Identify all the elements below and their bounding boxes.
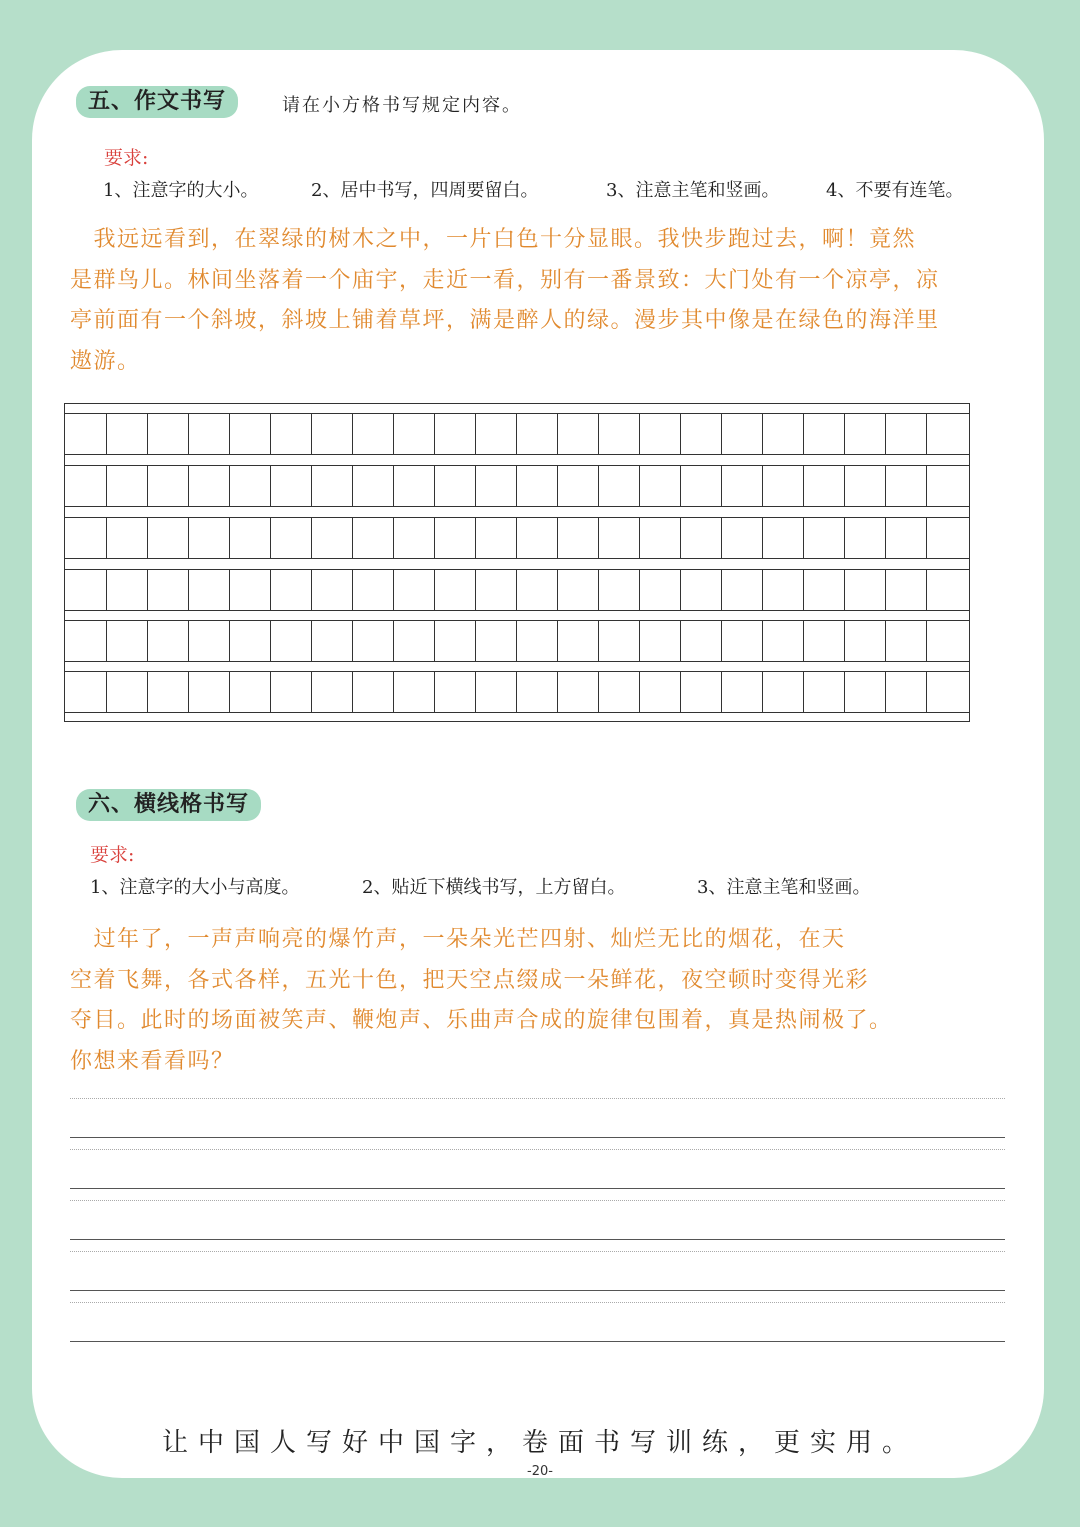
grid-cell xyxy=(229,414,270,454)
grid-cell xyxy=(762,672,803,712)
grid-cell xyxy=(557,621,598,661)
passage-line: 我远远看到，在翠绿的树木之中，一片白色十分显眼。我快步跑过去，啊！竟然 xyxy=(70,227,917,252)
grid-cell xyxy=(434,518,475,558)
grid-cell xyxy=(188,621,229,661)
grid-cell xyxy=(721,621,762,661)
grid-cell xyxy=(65,466,106,506)
grid-cell xyxy=(885,672,926,712)
grid-cell xyxy=(229,518,270,558)
grid-cell xyxy=(803,466,844,506)
ruled-line-guide xyxy=(70,1251,1005,1252)
grid-cell xyxy=(393,672,434,712)
requirement-item: 1、注意字的大小与高度。 xyxy=(90,877,300,898)
grid-cell xyxy=(885,570,926,610)
grid-cell xyxy=(229,621,270,661)
section5-requirements xyxy=(103,176,963,202)
grid-cell xyxy=(106,466,147,506)
footer-slogan: 让中国人写好中国字，卷面书写训练，更实用。 xyxy=(161,1428,918,1458)
grid-cell xyxy=(598,414,639,454)
grid-cell xyxy=(680,414,721,454)
ruled-line xyxy=(70,1137,1005,1138)
grid-cell xyxy=(434,414,475,454)
grid-cell xyxy=(598,570,639,610)
grid-cell xyxy=(106,570,147,610)
grid-cell xyxy=(721,672,762,712)
grid-cell xyxy=(147,414,188,454)
grid-cell xyxy=(434,672,475,712)
passage-line: 是群鸟儿。林间坐落着一个庙宇，走近一看，别有一番景致：大门处有一个凉亭，凉 xyxy=(70,267,940,293)
grid-cell xyxy=(475,414,516,454)
grid-cell xyxy=(188,414,229,454)
grid-cell xyxy=(270,621,311,661)
grid-cell xyxy=(557,466,598,506)
grid-cell xyxy=(557,672,598,712)
grid-cell xyxy=(598,518,639,558)
requirement-item: 1、注意字的大小。 xyxy=(103,180,259,201)
grid-row xyxy=(65,465,969,507)
grid-cell xyxy=(598,672,639,712)
grid-cell xyxy=(311,672,352,712)
ruled-line xyxy=(70,1341,1005,1342)
requirement-item: 2、居中书写，四周要留白。 xyxy=(311,180,539,201)
grid-cell xyxy=(475,672,516,712)
grid-cell xyxy=(680,466,721,506)
grid-cell xyxy=(680,672,721,712)
grid-cell xyxy=(147,466,188,506)
grid-cell xyxy=(147,518,188,558)
grid-cell xyxy=(188,570,229,610)
grid-cell xyxy=(65,672,106,712)
grid-cell xyxy=(885,621,926,661)
grid-cell xyxy=(475,621,516,661)
grid-cell xyxy=(680,518,721,558)
ruled-line-guide xyxy=(70,1302,1005,1303)
passage-line: 空着飞舞，各式各样，五光十色，把天空点缀成一朵鲜花，夜空顿时变得光彩 xyxy=(70,967,870,993)
section6-title: 六、横线格书写 xyxy=(76,789,261,821)
grid-row xyxy=(65,517,969,559)
grid-cell xyxy=(311,621,352,661)
grid-cell xyxy=(926,621,967,661)
grid-cell xyxy=(721,518,762,558)
grid-cell xyxy=(434,570,475,610)
square-writing-grid xyxy=(64,403,970,722)
section5-passage xyxy=(70,220,1015,382)
grid-cell xyxy=(680,621,721,661)
grid-cell xyxy=(926,414,967,454)
grid-cell xyxy=(598,621,639,661)
grid-cell xyxy=(147,672,188,712)
passage-line: 过年了，一声声响亮的爆竹声，一朵朵光芒四射、灿烂无比的烟花，在天 xyxy=(70,927,846,952)
grid-cell xyxy=(762,518,803,558)
grid-cell xyxy=(311,518,352,558)
grid-cell xyxy=(598,466,639,506)
grid-cell xyxy=(352,518,393,558)
grid-cell xyxy=(475,518,516,558)
requirement-item: 2、贴近下横线书写，上方留白。 xyxy=(362,877,626,898)
grid-cell xyxy=(803,518,844,558)
grid-cell xyxy=(229,466,270,506)
section5-instruction: 请在小方格书写规定内容。 xyxy=(282,95,522,116)
grid-cell xyxy=(803,570,844,610)
grid-cell xyxy=(844,621,885,661)
passage-line: 遨游。 xyxy=(70,348,141,374)
passage-line: 你想来看看吗？ xyxy=(70,1048,235,1074)
grid-cell xyxy=(352,466,393,506)
grid-row xyxy=(65,671,969,713)
ruled-line-guide xyxy=(70,1149,1005,1150)
section5-req-label: 要求: xyxy=(104,147,149,169)
grid-cell xyxy=(885,518,926,558)
grid-cell xyxy=(65,621,106,661)
grid-cell xyxy=(721,466,762,506)
grid-cell xyxy=(393,414,434,454)
page-number: -20- xyxy=(527,1464,553,1479)
grid-cell xyxy=(885,414,926,454)
grid-cell xyxy=(393,518,434,558)
grid-cell xyxy=(762,414,803,454)
grid-row xyxy=(65,620,969,662)
section6-req-label: 要求: xyxy=(90,844,135,866)
grid-cell xyxy=(352,672,393,712)
grid-cell xyxy=(106,672,147,712)
grid-cell xyxy=(762,570,803,610)
grid-cell xyxy=(311,414,352,454)
grid-cell xyxy=(311,466,352,506)
grid-cell xyxy=(762,466,803,506)
grid-cell xyxy=(434,621,475,661)
grid-cell xyxy=(106,518,147,558)
grid-cell xyxy=(147,621,188,661)
grid-cell xyxy=(557,518,598,558)
grid-cell xyxy=(229,570,270,610)
grid-cell xyxy=(639,518,680,558)
grid-cell xyxy=(516,621,557,661)
grid-cell xyxy=(475,466,516,506)
grid-cell xyxy=(106,414,147,454)
grid-cell xyxy=(393,570,434,610)
grid-cell xyxy=(188,672,229,712)
grid-cell xyxy=(65,414,106,454)
grid-cell xyxy=(188,518,229,558)
grid-cell xyxy=(352,414,393,454)
grid-cell xyxy=(639,414,680,454)
grid-cell xyxy=(311,570,352,610)
grid-row xyxy=(65,569,969,611)
grid-cell xyxy=(65,570,106,610)
section6-requirements xyxy=(90,873,870,899)
grid-cell xyxy=(844,570,885,610)
grid-cell xyxy=(65,518,106,558)
grid-cell xyxy=(434,466,475,506)
grid-cell xyxy=(721,570,762,610)
grid-cell xyxy=(721,414,762,454)
grid-cell xyxy=(803,672,844,712)
grid-cell xyxy=(844,672,885,712)
requirement-item: 3、注意主笔和竖画。 xyxy=(606,180,780,201)
grid-cell xyxy=(803,414,844,454)
grid-cell xyxy=(762,621,803,661)
grid-cell xyxy=(639,621,680,661)
ruled-line-guide xyxy=(70,1200,1005,1201)
grid-cell xyxy=(844,518,885,558)
grid-cell xyxy=(516,672,557,712)
passage-line: 夺目。此时的场面被笑声、鞭炮声、乐曲声合成的旋律包围着，真是热闹极了。 xyxy=(70,1008,893,1033)
grid-cell xyxy=(885,466,926,506)
grid-cell xyxy=(639,466,680,506)
grid-cell xyxy=(516,466,557,506)
grid-cell xyxy=(352,621,393,661)
ruled-line xyxy=(70,1239,1005,1240)
grid-cell xyxy=(926,518,967,558)
grid-cell xyxy=(803,621,844,661)
ruled-line xyxy=(70,1188,1005,1189)
grid-cell xyxy=(229,672,270,712)
section6-passage xyxy=(70,920,1015,1082)
grid-cell xyxy=(270,414,311,454)
grid-cell xyxy=(639,570,680,610)
grid-cell xyxy=(844,414,885,454)
grid-row xyxy=(65,413,969,455)
grid-cell xyxy=(680,570,721,610)
grid-cell xyxy=(106,621,147,661)
grid-cell xyxy=(557,570,598,610)
grid-cell xyxy=(844,466,885,506)
grid-cell xyxy=(557,414,598,454)
grid-cell xyxy=(270,518,311,558)
grid-cell xyxy=(516,570,557,610)
grid-cell xyxy=(270,570,311,610)
ruled-line-guide xyxy=(70,1098,1005,1099)
grid-cell xyxy=(475,570,516,610)
grid-cell xyxy=(639,672,680,712)
requirement-item: 3、注意主笔和竖画。 xyxy=(697,877,871,898)
grid-cell xyxy=(270,466,311,506)
passage-line: 亭前面有一个斜坡，斜坡上铺着草坪，满是醉人的绿。漫步其中像是在绿色的海洋里 xyxy=(70,308,940,333)
grid-cell xyxy=(270,672,311,712)
requirement-item: 4、不要有连笔。 xyxy=(826,180,964,201)
grid-cell xyxy=(926,466,967,506)
grid-cell xyxy=(147,570,188,610)
ruled-line xyxy=(70,1290,1005,1291)
grid-cell xyxy=(516,414,557,454)
grid-cell xyxy=(926,570,967,610)
grid-cell xyxy=(393,466,434,506)
section5-title: 五、作文书写 xyxy=(76,86,238,118)
grid-cell xyxy=(926,672,967,712)
grid-cell xyxy=(352,570,393,610)
grid-cell xyxy=(516,518,557,558)
grid-cell xyxy=(393,621,434,661)
grid-cell xyxy=(188,466,229,506)
